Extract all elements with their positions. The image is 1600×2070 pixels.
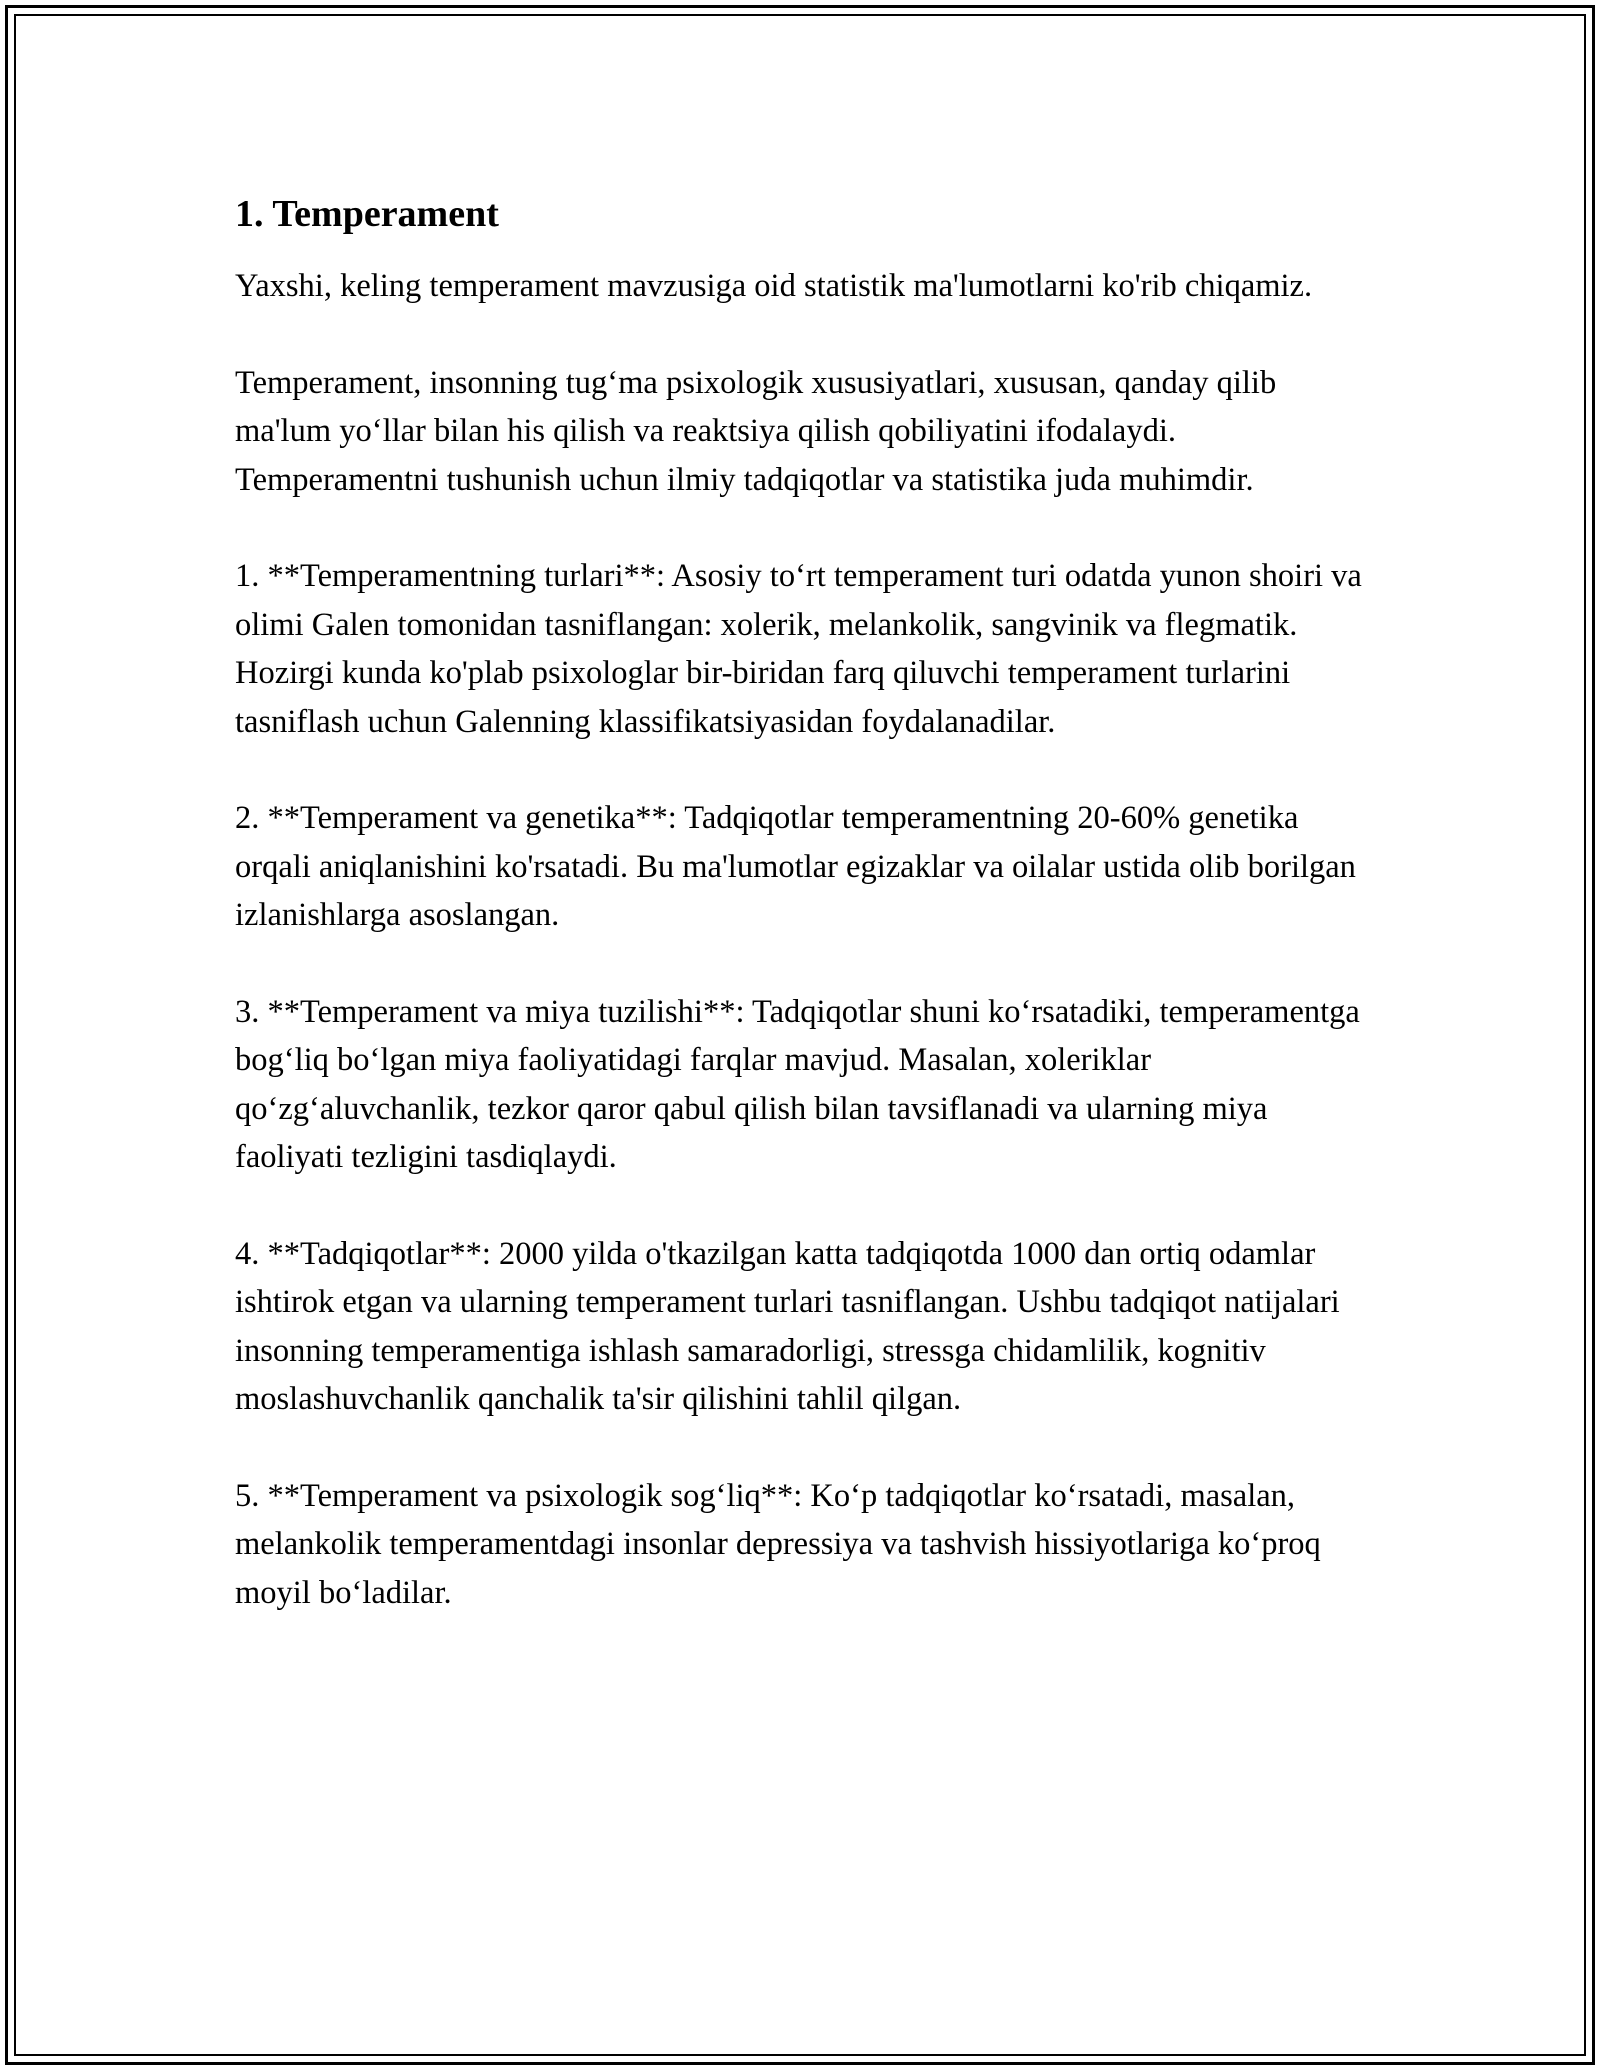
point-research-paragraph: 4. **Tadqiqotlar**: 2000 yilda o'tkazilgan katta tadqiqotda 1000 dan ortiq odamlar ishtirok etgan va ularning temperament turlari tasniflangan. Ushbu tadqiqot natijalari insonning temperamentiga ishlash samaradorligi, stressga chidamlilik, kognitiv moslashuvchanlik qanchalik ta'sir qilishini tahlil qilgan. xyxy=(235,1236,1340,1418)
section-heading: 1. Temperament xyxy=(235,193,499,235)
point-brain-paragraph: 3. **Temperament va miya tuzilishi**: Tadqiqotlar shuni ko‘rsatadiki, temperamentga bog‘liq bo‘lgan miya faoliyatidagi farqlar mavjud. Masalan, xoleriklar qo‘zg‘aluvchanlik, tezkor qaror qabul qilish bilan tavsiflanadi va ularning miya faoliyati tezligini tasdiqlaydi. xyxy=(235,994,1360,1176)
definition-paragraph: Temperament, insonning tug‘ma psixologik xususiyatlari, xususan, qanday qilib ma'lum yo‘llar bilan his qilish va reaktsiya qilish qobiliyatini ifodalaydi. Temperamentni tushunish uchun ilmiy tadqiqotlar va statistika juda muhimdir. xyxy=(235,364,1277,498)
point-health-paragraph: 5. **Temperament va psixologik sog‘liq**: Ko‘p tadqiqotlar ko‘rsatadi, masalan, melankolik temperamentdagi insonlar depressiya va tashvish hissiyotlariga ko‘proq moyil bo‘ladilar. xyxy=(235,1478,1321,1611)
intro-paragraph: Yaxshi, keling temperament mavzusiga oid statistik ma'lumotlarni ko'rib chiqamiz. xyxy=(235,268,1313,304)
point-types-paragraph: 1. **Temperamentning turlari**: Asosiy to‘rt temperament turi odatda yunon shoiri va olimi Galen tomonidan tasniflangan: xolerik, melankolik, sangvinik va flegmatik. Hozirgi kunda ko'plab psixologlar bir-biridan farq qiluvchi temperament turlarini tasniflash uchun Galenning klassifikatsiyasidan foydalanadilar. xyxy=(235,558,1362,740)
document-body xyxy=(235,186,1375,1666)
point-genetics-paragraph: 2. **Temperament va genetika**: Tadqiqotlar temperamentning 20-60% genetika orqali aniqlanishini ko'rsatadi. Bu ma'lumotlar egizaklar va oilalar ustida olib borilgan izlanishlarga asoslangan. xyxy=(235,800,1356,934)
